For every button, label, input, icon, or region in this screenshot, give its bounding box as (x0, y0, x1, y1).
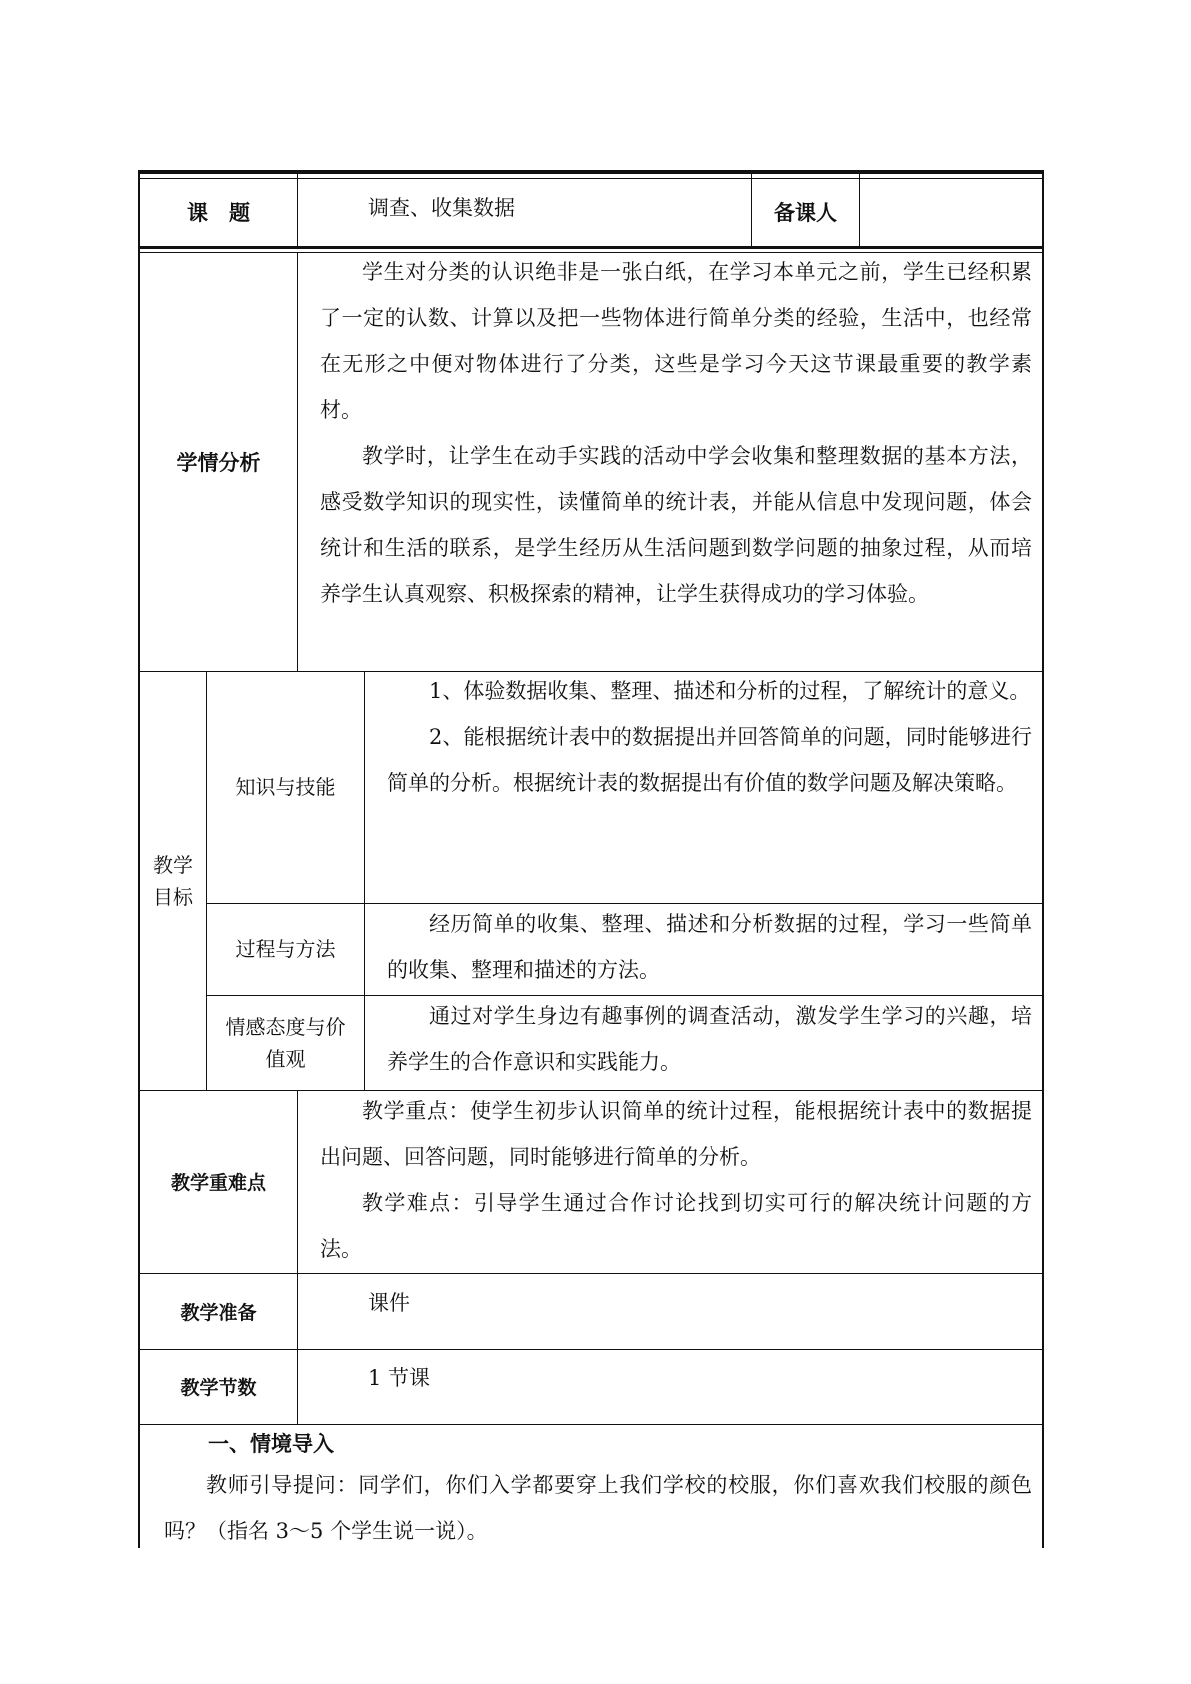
knowledge-content (387, 668, 1032, 806)
process-content (387, 901, 1032, 993)
preparation-label: 教学准备 (180, 1301, 257, 1324)
lessons-value: 1 节课 (368, 1366, 431, 1390)
rule-col-analysis (297, 252, 298, 671)
process-label: 过程与方法 (235, 937, 336, 961)
topic-value: 调查、收集数据 (368, 196, 515, 220)
emotion-paragraph: 通过对学生身边有趣事例的调查活动，激发学生学习的兴趣，培养学生的合作意识和实践能力。 (387, 1004, 1032, 1074)
rule-lessons-bottom (138, 1424, 1044, 1425)
emotion-label-line1: 情感态度与价 (225, 1014, 346, 1039)
analysis-paragraph-2: 教学时，让学生在动手实践的活动中学会收集和整理数据的基本方法，感受数学知识的现实性，读懂简单的统计表，并能从信息中发现问题，体会统计和生活的联系，是学生经历从生活问题到数学问题的抽象过程，从而培养学生认真观察、积极探索的精神，让学生获得成功的学习体验。 (320, 444, 1032, 606)
knowledge-paragraph-2: 2、能根据统计表中的数据提出并回答简单的问题，同时能够进行简单的分析。根据统计表的数据提出有价值的数学问题及解决策略。 (387, 725, 1032, 795)
keypoints-paragraph-2: 教学难点：引导学生通过合作讨论找到切实可行的解决统计问题的方法。 (320, 1191, 1032, 1261)
goals-label-line1: 教学 (153, 852, 193, 877)
emotion-content (387, 993, 1032, 1085)
analysis-content (320, 249, 1032, 617)
topic-label: 课 题 (187, 200, 250, 225)
analysis-paragraph-1: 学生对分类的认识绝非是一张白纸，在学习本单元之前，学生已经积累了一定的认数、计算以及把一些物体进行简单分类的经验，生活中，也经常在无形之中便对物体进行了分类，这些是学习今天这节课最重要的教学素材。 (320, 260, 1032, 422)
procedure-paragraph: 教师引导提问：同学们，你们入学都要穿上我们学校的校服，你们喜欢我们校服的颜色吗？（指名 3～5 个学生说一说）。 (164, 1473, 1032, 1543)
procedure-content (164, 1462, 1032, 1554)
keypoints-label: 教学重难点 (170, 1172, 266, 1194)
preparer-label: 备课人 (774, 200, 837, 225)
keypoints-content (320, 1088, 1032, 1272)
process-paragraph: 经历简单的收集、整理、描述和分析数据的过程，学习一些简单的收集、整理和描述的方法。 (387, 912, 1032, 982)
rule-col-label (297, 174, 298, 248)
preparer-value (860, 178, 1042, 246)
goals-label-line2: 目标 (153, 884, 193, 909)
goals-label (140, 671, 206, 1090)
emotion-label-line2: 值观 (265, 1046, 306, 1071)
procedure-heading: 一、情境导入 (208, 1431, 334, 1456)
knowledge-paragraph-1: 1、体验数据收集、整理、描述和分析的过程，了解统计的意义。 (429, 679, 1031, 703)
preparation-value: 课件 (368, 1291, 410, 1315)
rule-col-keypoints (297, 1090, 298, 1424)
analysis-label: 学情分析 (176, 449, 261, 475)
knowledge-label: 知识与技能 (235, 775, 336, 799)
rule-col-goals-inner (364, 671, 365, 1090)
emotion-label (207, 995, 364, 1090)
keypoints-paragraph-1: 教学重点：使学生初步认识简单的统计过程，能根据统计表中的数据提出问题、回答问题，同时能够进行简单的分析。 (320, 1099, 1032, 1169)
lessons-label: 教学节数 (180, 1377, 257, 1399)
